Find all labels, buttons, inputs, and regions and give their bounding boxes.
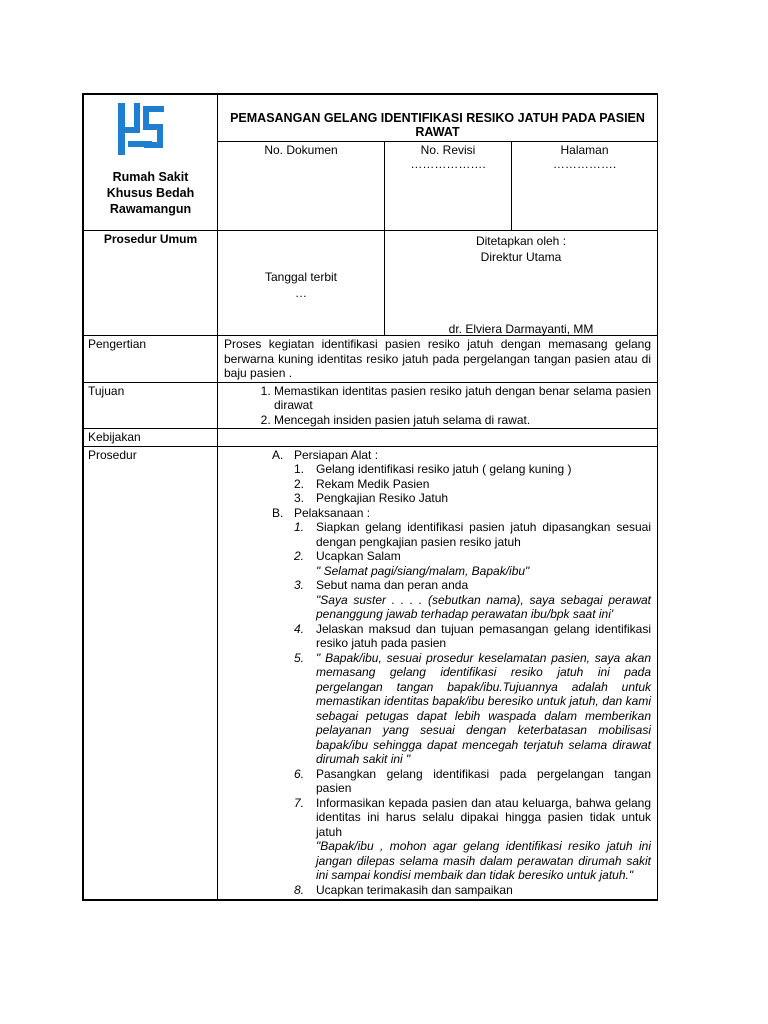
no-revisi-value: ………………. xyxy=(410,157,486,171)
ditetapkan-jabatan: Direktur Utama xyxy=(480,250,562,264)
document-title: PEMASANGAN GELANG IDENTIFIKASI RESIKO JATUH PADA PASIEN RAWAT xyxy=(230,111,645,139)
section-pelaksanaan xyxy=(224,506,651,898)
prosedur-umum-cell xyxy=(84,231,218,336)
tanggal-terbit-label: Tanggal terbit xyxy=(264,270,338,284)
ditetapkan-nama: dr. Elviera Darmayanti, MM xyxy=(448,322,594,336)
sop-document xyxy=(82,93,658,901)
tanggal-terbit-cell xyxy=(218,231,385,336)
no-dokumen-label: No. Dokumen xyxy=(264,143,338,157)
section-persiapan-alat xyxy=(224,448,651,506)
hospital-name: Rumah Sakit Khusus Bedah Rawamangun xyxy=(106,170,195,216)
halaman-label: Halaman xyxy=(560,143,609,157)
no-revisi-cell xyxy=(385,142,512,231)
no-dokumen-cell xyxy=(218,142,385,231)
section-title: Persiapan Alat : xyxy=(294,447,379,462)
list-item: 2. Ucapkan Salam " Selamat pagi/siang/malam, Bapak/ibu" xyxy=(294,549,530,578)
section-title: Pelaksanaan : xyxy=(294,505,371,520)
ditetapkan-label: Ditetapkan oleh : xyxy=(475,234,567,248)
sop-table xyxy=(83,94,658,900)
section-letter: B. xyxy=(272,505,284,520)
tujuan-list xyxy=(224,384,651,428)
list-item: 1. Gelang identifikasi resiko jatuh ( gelang kuning ) xyxy=(294,462,572,476)
hospital-logo-cell xyxy=(84,95,218,231)
halaman-cell xyxy=(512,142,658,231)
list-item: 1. Siapkan gelang identifikasi pasien jatuh dipasangkan sesuai dengan pengkajian pasien resiko jatuh xyxy=(294,520,652,549)
prosedur-label: Prosedur xyxy=(84,446,218,900)
prosedur-content xyxy=(218,446,658,900)
tujuan-label: Tujuan xyxy=(84,382,218,429)
section-letter: A. xyxy=(272,447,284,462)
prosedur-umum-label: Prosedur Umum xyxy=(103,232,198,246)
list-item: 1. Memastikan identitas pasien resiko jatuh dengan benar selama pasien dirawat xyxy=(274,384,651,413)
tanggal-terbit-value: … xyxy=(295,286,307,300)
list-item: 2. Mencegah insiden pasien jatuh selama di rawat. xyxy=(274,413,651,428)
document-title-cell xyxy=(218,95,658,142)
list-item: 6. Pasangkan gelang identifikasi pada pergelangan tangan pasien xyxy=(294,766,652,795)
list-item: 5. " Bapak/ibu, sesuai prosedur keselamatan pasien, saya akan memasang gelang identifikasi resiko jatuh ini pada pergelangan tangan bapak/ibu.Tujuannya adalah untuk memastikan identitas bapak/ibu beresiko untuk jatuh, dan kami sebagai petugas dapat lebih waspada dalam memberikan pelayanan yang sesuai dengan keterbatasan mobilisasi bapak/ibu sehingga dapat mencegah terjatuh selama dirawat dirumah sakit ini " xyxy=(294,650,652,766)
pengertian-text: Proses kegiatan identifikasi pasien resiko jatuh dengan memasang gelang berwarna kuning identitas resiko jatuh pada pergelangan tangan pasien atau di baju pasien . xyxy=(218,336,658,383)
list-item: 4. Jelaskan maksud dan tujuan pemasangan gelang identifikasi resiko jatuh pada pasien xyxy=(294,621,652,650)
pengertian-label: Pengertian xyxy=(84,336,218,383)
kebijakan-content xyxy=(218,429,658,447)
ditetapkan-cell xyxy=(385,231,658,336)
tujuan-content xyxy=(218,382,658,429)
kebijakan-label: Kebijakan xyxy=(84,429,218,447)
halaman-value: ……………. xyxy=(552,157,617,171)
list-item: 7. Informasikan kepada pasien dan atau keluarga, bahwa gelang identitas ini harus selalu dipakai hingga pasien tidak untuk jatuh "Bapak/ibu , mohon agar gelang identifikasi resiko jatuh ini jangan dilepas selama masih dalam perawatan dirumah sakit ini sampai kondisi membaik dan tidak beresiko untuk jatuh." xyxy=(294,795,652,882)
list-item: 3. Pengkajian Resiko Jatuh xyxy=(294,491,449,505)
no-revisi-label: No. Revisi xyxy=(420,143,476,157)
list-item: 8. Ucapkan terimakasih dan sampaikan xyxy=(294,882,513,897)
list-item: 2. Rekam Medik Pasien xyxy=(294,476,430,491)
hospital-logo-icon xyxy=(114,101,170,157)
list-item: 3. Sebut nama dan peran anda "Saya suster . . . . (sebutkan nama), saya sebagai perawat penanggung jawab terhadap perawatan ibu/bpk saat ini' xyxy=(294,578,652,621)
